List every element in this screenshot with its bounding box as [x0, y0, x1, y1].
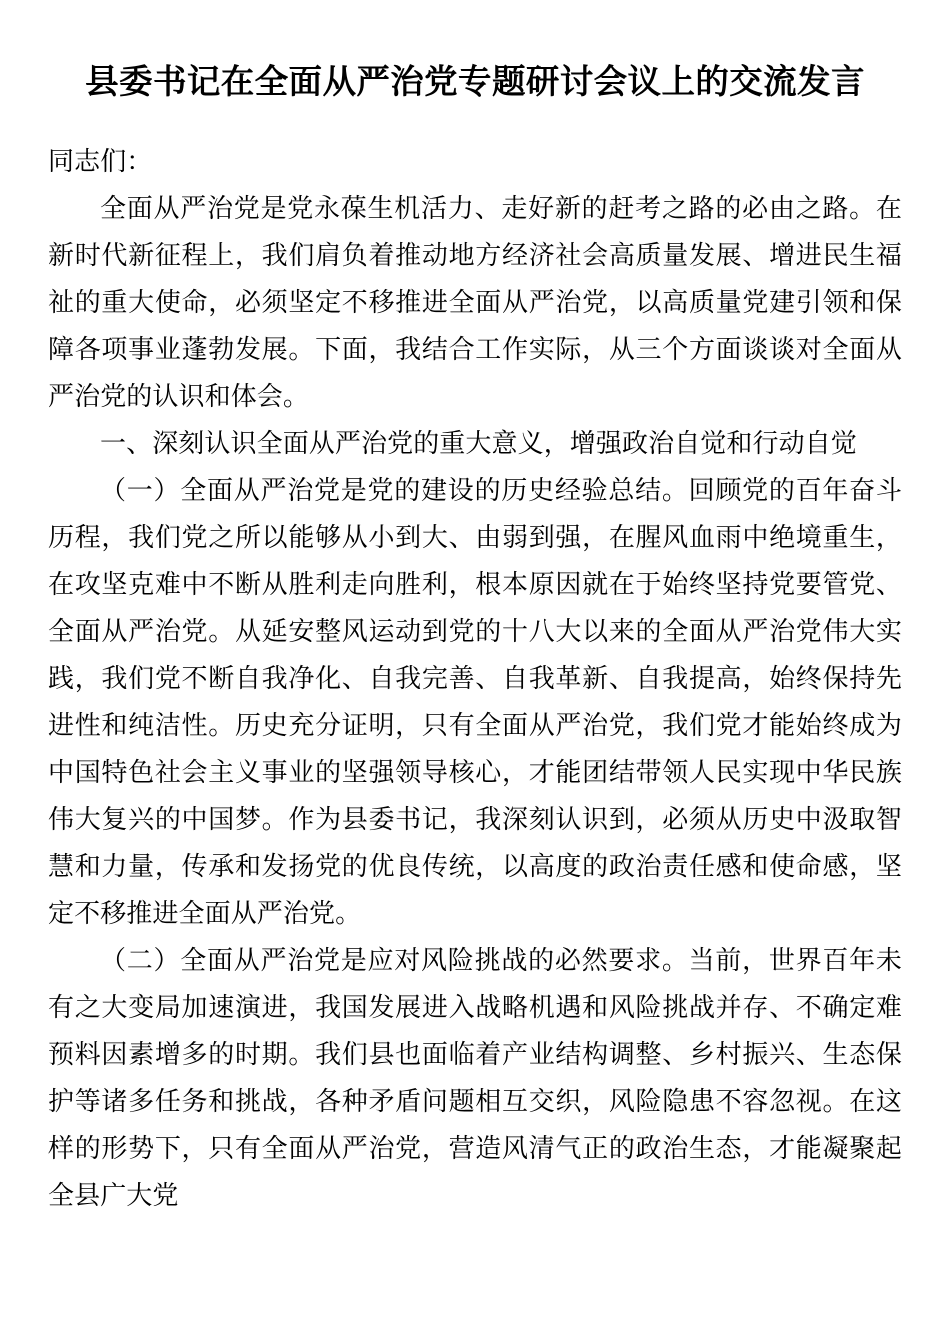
subsection-1-1: （一）全面从严治党是党的建设的历史经验总结。回顾党的百年奋斗历程，我们党之所以能够从小到大、由弱到强，在腥风血雨中绝境重生，在攻坚克难中不断从胜利走向胜利，根本原因就在于始终坚持党要管党、全面从严治党。从延安整风运动到党的十八大以来的全面从严治党伟大实践，我们党不断自我净化、自我完善、自我革新、自我提高，始终保持先进性和纯洁性。历史充分证明，只有全面从严治党，我们党才能始终成为中国特色社会主义事业的坚强领导核心，才能团结带领人民实现中华民族伟大复兴的中国梦。作为县委书记，我深刻认识到，必须从历史中汲取智慧和力量，传承和发扬党的优良传统，以高度的政治责任感和使命感，坚定不移推进全面从严治党。	[48, 475, 902, 928]
section-heading-1: 一、深刻认识全面从严治党的重大意义，增强政治自觉和行动自觉	[100, 428, 857, 458]
document-body	[48, 138, 902, 1219]
page-title: 县委书记在全面从严治党专题研讨会议上的交流发言	[85, 64, 865, 101]
paragraph-opening: 全面从严治党是党永葆生机活力、走好新的赶考之路的必由之路。在新时代新征程上，我们肩负着推动地方经济社会高质量发展、增进民生福祉的重大使命，必须坚定不移推进全面从严治党，以高质量党建引领和保障各项事业蓬勃发展。下面，我结合工作实际，从三个方面谈谈对全面从严治党的认识和体会。	[48, 193, 902, 411]
salutation: 同志们：	[48, 146, 153, 176]
subsection-1-2: （二）全面从严治党是应对风险挑战的必然要求。当前，世界百年未有之大变局加速演进，我国发展进入战略机遇和风险挑战并存、不确定难预料因素增多的时期。我们县也面临着产业结构调整、乡村振兴、生态保护等诸多任务和挑战，各种矛盾问题相互交织，风险隐患不容忽视。在这样的形势下，只有全面从严治党，营造风清气正的政治生态，才能凝聚起全县广大党	[48, 945, 902, 1210]
